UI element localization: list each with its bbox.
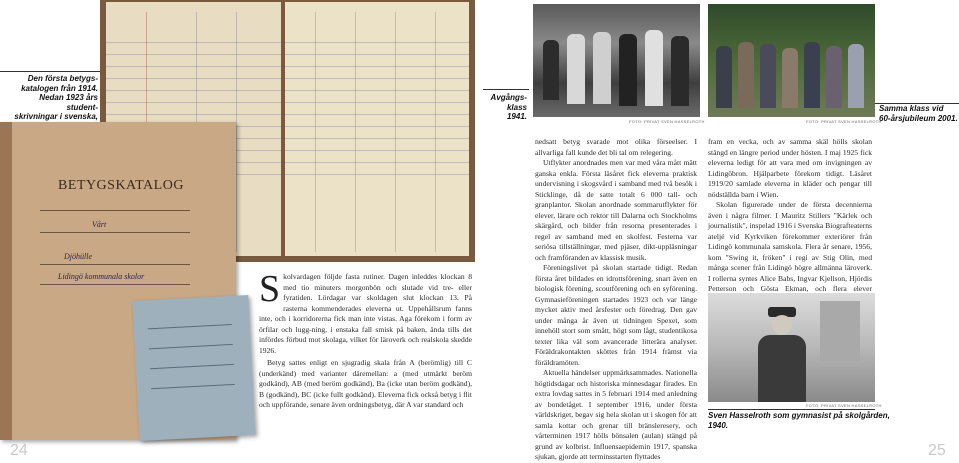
left-body-text bbox=[259, 268, 472, 411]
column2-paragraph-1: fram en vecka, och av samma skäl hölls skolan stängd en längre period under hösten. I maj 1925 fick eleverna ledigt för att vara med om invigningen av Lidingöbron. Hjälparbete förekom tidigt. Läsåret 1919/20 samlade eleverna in kläder och pengar till nödställda barn i Wien. bbox=[708, 137, 872, 199]
reunion-photo bbox=[708, 4, 875, 117]
page-number-left: 24 bbox=[10, 442, 28, 459]
portrait-photo bbox=[708, 293, 875, 402]
credit-portrait: FOTO: PRIVAT SVEN HASSELROTH bbox=[806, 403, 882, 408]
book-handwriting-1: Vårt bbox=[92, 220, 107, 229]
right-column-1 bbox=[535, 137, 697, 463]
book-title: BETYGSKATALOG bbox=[58, 178, 184, 193]
caption-reunion: Samma klass vid 60-årsjubileum 2001. bbox=[879, 104, 958, 123]
caption-rule bbox=[0, 71, 100, 72]
caption-graduation: Avgångs- klass 1941. bbox=[490, 93, 527, 121]
caption-portrait: Sven Hasselroth som gymnasist på skolgården, 1940. bbox=[708, 411, 890, 430]
caption-graduation-rule bbox=[483, 89, 529, 90]
caption-portrait-rule bbox=[708, 409, 875, 410]
column1-paragraph-1: nedsatt betyg svarade mot olika förseelser. I allvarliga fall kunde det bli tal om relegering. bbox=[535, 137, 697, 157]
book-handwriting-3: Lidingö kommunala skolor bbox=[58, 272, 145, 281]
column1-paragraph-3: Föreningslivet på skolan startade tidigt. Redan första året bildades en idrottsförening, snart även en biologisk förening, scoutförening och en syförening. Gymnasieföreningen startades 1923 och var länge mycket aktiv med årsfester och föredrag. Den gav under många år även ut tidningen Spexet, som innehöll stort som smått, högt som lågt, studentikosa texter lika väl som avancerade litterära analyser. Föräldrakontakten sköttes från 1914 främst via föräldramöten. bbox=[535, 263, 697, 367]
book-handwriting-2: Djöhülle bbox=[64, 252, 92, 261]
graduation-photo bbox=[533, 4, 700, 117]
left-page bbox=[0, 0, 479, 460]
credit-reunion: FOTO: PRIVAT SVEN HASSELROTH bbox=[806, 119, 882, 124]
column1-paragraph-2: Utflykter anordnades men var med våra mått mätt ganska enkla. Första läsåret fick eleverna praktisk undervisning i skogsvård i samband med två besök i Sticklinge, då de satte totalt 6 000 tall- och granplantor. Skolan anordnade sommarutflykter för elever, lärare och rektor till Dalarna och Stockholms skärgård, och bilder från resorna presenterades i regel av samband med en skolfest. Festerna var seriösa tillställningar, med pjäser, dikt-uppläsningar och framföranden av klassisk musik. bbox=[535, 158, 697, 262]
caption-betygskatalog: Den första betygs- katalogen från 1914. Nedan 1923 års student- skrivningar i svenska, bbox=[14, 74, 98, 121]
dropcap-s: S bbox=[259, 268, 281, 310]
column2-paragraph-2: Skolan figurerade under de första decennierna även i några filmer. I Mauritz Stillers "Kärlek och journalistik", inspelad 1916 i Svenska Biografteaterns ateljé vid Kyrkviken förekommer exteriörer från Lidingö kommunala samskola. Flera år senare, 1956, kom "Swing it, fröken" i regi av Stig Olin, med många scener från Lidingö högre allmänna läroverk. I rollerna syntes Alice Babs, Ingvar Kjellson, Hjördis Petterson och Gösta Ekman, och flera elever bbox=[708, 200, 872, 293]
student-exam-booklet bbox=[132, 295, 255, 441]
credit-graduation: FOTO: PRIVAT SVEN HASSELROTH bbox=[629, 119, 705, 124]
right-page bbox=[479, 0, 959, 460]
intro-paragraph: kolvardagen följde fasta rutiner. Dagen inleddes klockan 8 med tio minuters morgonbön och slutade vid tre- eller fyratiden. Lördagar var skoldagen slut klockan 13. På rasterna kommenderades eleverna ut. Uppehållsrum fanns inte, och i korridorerna fick man inte vistas. Aga förekom i form av örfilar och lugg-ning, i enstaka fall smisk på baken, ända tills det infördes förbud mot skolaga, vilket för läroverk och realskola skedde 1926. bbox=[259, 272, 472, 355]
ledger-right-page bbox=[285, 2, 469, 256]
column1-paragraph-4: Aktuella händelser uppmärksammades. Nationella högtidsdagar och historiska minnesdagar firades. En extra lovdag sattes in 5 februari 1914 med anledning av bondetåget. I september 1916, under första världskriget, begav sig hela skolan ut i skogen för att samla kottar och grenar till bränsleresery, och vårterminen 1917 hölls bönsalen (aulan) stängd på grund av kolbrist. Influensaepidemin 1917, spanska sjukan, gjorde att terminsstarten flyttades bbox=[535, 368, 697, 461]
page-number-right: 25 bbox=[928, 442, 946, 459]
right-column-2 bbox=[708, 137, 872, 305]
grading-paragraph: Betyg sattes enligt en sjugradig skala från A (berömlig) till C (underkänd) med varianter däremellan: a (med utmärkt beröm godkänd), AB (med beröm godkänd), Ba (icke utan beröm godkänd), B (godkänd), BC (icke fullt godkänd). Eleverna fick också betyg i flit och uppförande, senare även ordningsbetyg, där A var standard och bbox=[259, 358, 472, 409]
